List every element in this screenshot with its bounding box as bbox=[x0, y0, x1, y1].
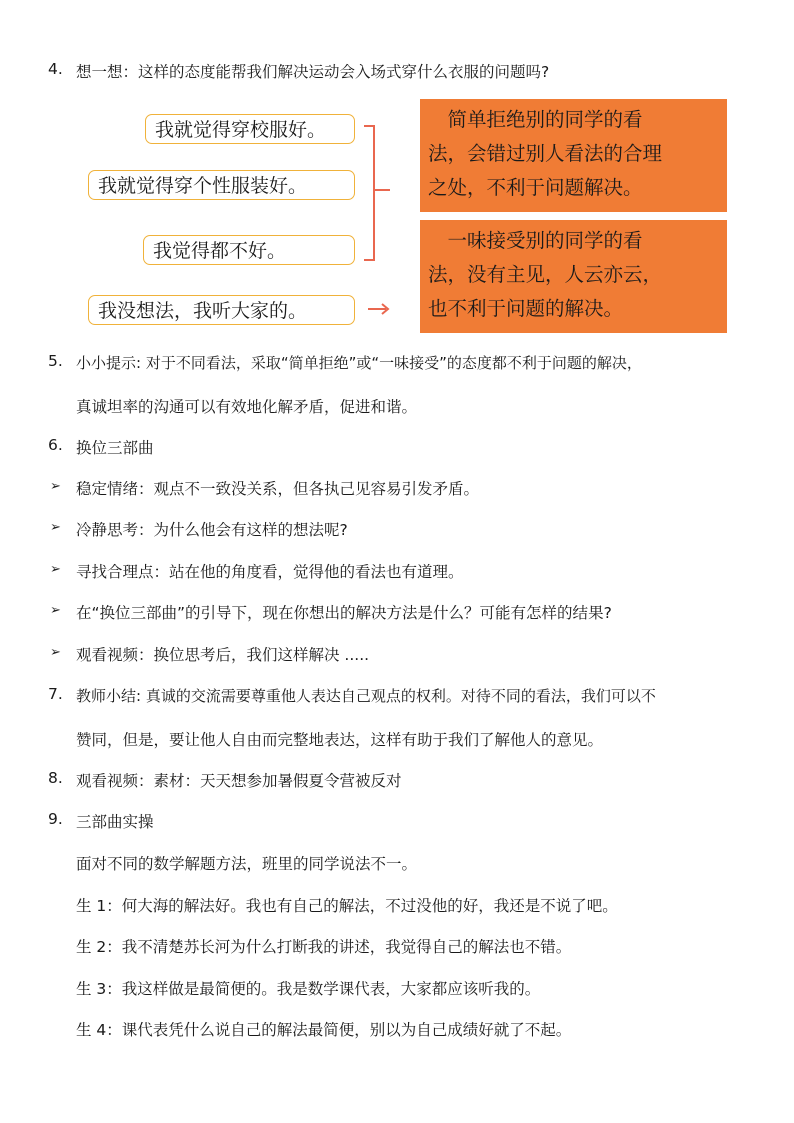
item-5-line-2: 真诚坦率的沟通可以有效地化解矛盾，促进和谐。 bbox=[76, 398, 418, 416]
student-statement-1: 生 1：何大海的解法好。我也有自己的解法，不过没他的好，我还是不说了吧。 bbox=[76, 897, 618, 915]
arrow-bullet-icon: ➢ bbox=[50, 645, 61, 660]
speech-bubble-uniform: 我就觉得穿校服好。 bbox=[145, 114, 355, 144]
item-7-line-2: 赞同，但是，要让他人自由而完整地表达，这样有助于我们了解他人的意见。 bbox=[76, 731, 604, 749]
item-number-4: 4. bbox=[48, 60, 63, 78]
item-number-5: 5. bbox=[48, 352, 63, 370]
bullet-watch-video: 观看视频：换位思考后，我们这样解决 ..... bbox=[76, 646, 370, 664]
item-8-text: 观看视频：素材：天天想参加暑假夏令营被反对 bbox=[76, 772, 402, 790]
item-number-7: 7. bbox=[48, 685, 63, 703]
box2-line-2: 法，没有主见，人云亦云， bbox=[428, 263, 663, 286]
item-number-6: 6. bbox=[48, 436, 63, 454]
item-number-9: 9. bbox=[48, 810, 63, 828]
speech-bubble-personal-clothing: 我就觉得穿个性服装好。 bbox=[88, 170, 355, 200]
item-4-text: 想一想：这样的态度能帮我们解决运动会入场式穿什么衣服的问题吗? bbox=[76, 63, 550, 81]
item-6-text: 换位三部曲 bbox=[76, 439, 154, 457]
item-5-line-1: 小小提示: 对于不同看法，采取“简单拒绝”或“一味接受”的态度都不利于问题的解决， bbox=[76, 354, 642, 372]
speech-bubble-no-idea: 我没想法，我听大家的。 bbox=[88, 295, 355, 325]
box1-line-3: 之处，不利于问题解决。 bbox=[428, 176, 643, 199]
box1-line-1: 简单拒绝别的同学的看 bbox=[428, 108, 643, 131]
item-number-8: 8. bbox=[48, 769, 63, 787]
item-7-line-1: 教师小结: 真诚的交流需要尊重他人表达自己观点的权利。对待不同的看法，我们可以不 bbox=[76, 687, 656, 705]
speech-bubble-neither: 我觉得都不好。 bbox=[143, 235, 355, 265]
student-statement-4: 生 4：课代表凭什么说自己的解法最简便，别以为自己成绩好就了不起。 bbox=[76, 1021, 572, 1039]
student-statement-2: 生 2：我不清楚苏长河为什么打断我的讲述，我觉得自己的解法也不错。 bbox=[76, 938, 572, 956]
bullet-reasonable-point: 寻找合理点：站在他的角度看，觉得他的看法也有道理。 bbox=[76, 563, 464, 581]
bullet-stabilize: 稳定情绪：观点不一致没关系，但各执己见容易引发矛盾。 bbox=[76, 480, 480, 498]
bullet-think: 冷静思考：为什么他会有这样的想法呢? bbox=[76, 521, 348, 539]
bullet-guidance: 在“换位三部曲”的引导下，现在你想出的解决方法是什么？可能有怎样的结果? bbox=[76, 604, 612, 622]
bracket-connector-icon bbox=[360, 118, 420, 318]
box2-line-3: 也不利于问题的解决。 bbox=[428, 297, 624, 320]
item-9-text: 三部曲实操 bbox=[76, 813, 154, 831]
student-statement-3: 生 3：我这样做是最简便的。我是数学课代表，大家都应该听我的。 bbox=[76, 980, 541, 998]
arrow-bullet-icon: ➢ bbox=[50, 520, 61, 535]
arrow-bullet-icon: ➢ bbox=[50, 479, 61, 494]
orange-box-blind-accept bbox=[420, 220, 727, 333]
box1-line-2: 法，会错过别人看法的合理 bbox=[428, 142, 663, 165]
item-9-intro: 面对不同的数学解题方法，班里的同学说法不一。 bbox=[76, 855, 418, 873]
orange-box-simple-reject bbox=[420, 99, 727, 212]
box2-line-1: 一味接受别的同学的看 bbox=[428, 229, 643, 252]
arrow-bullet-icon: ➢ bbox=[50, 603, 61, 618]
arrow-bullet-icon: ➢ bbox=[50, 562, 61, 577]
